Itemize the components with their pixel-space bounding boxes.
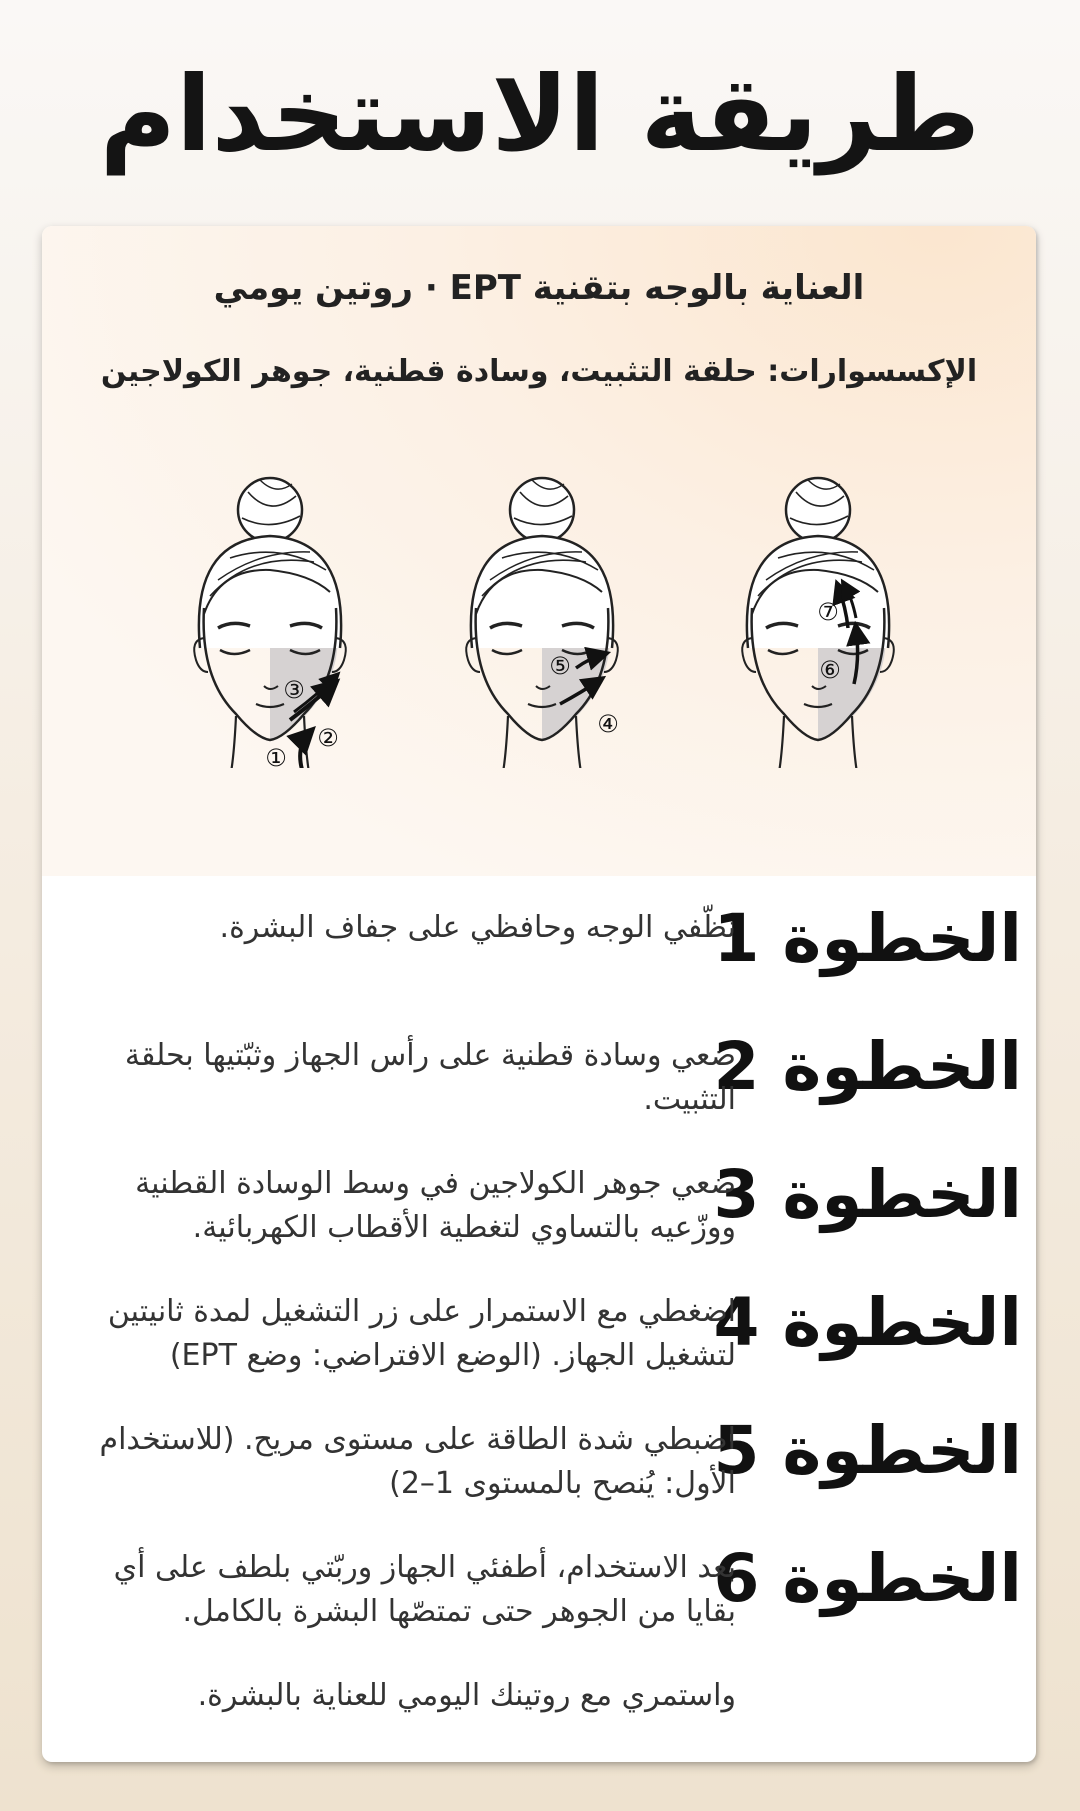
- step-4: [42, 1284, 1036, 1410]
- marker-7: ⑦: [817, 598, 839, 626]
- marker-4: ④: [597, 710, 619, 738]
- face-illustration-3: [742, 478, 894, 768]
- step-2-label: الخطوة 2: [713, 1028, 1022, 1105]
- step-4-text: اضغطي مع الاستمرار على زر التشغيل لمدة ثانيتين لتشغيل الجهاز. (الوضع الافتراضي: وضع EPT): [107, 1294, 736, 1373]
- step-1: [42, 900, 1036, 1026]
- step-3: [42, 1156, 1036, 1282]
- face-illustration-1: [194, 478, 346, 768]
- step-6: [42, 1540, 1036, 1666]
- step-3-text: ضعي جوهر الكولاجين في وسط الوسادة القطنية ووزّعيه بالتساوي لتغطية الأقطاب الكهربائية.: [135, 1166, 736, 1245]
- step-3-label: الخطوة 3: [713, 1156, 1022, 1233]
- step-1-label: الخطوة 1: [713, 900, 1022, 977]
- instructions-card: [42, 226, 1036, 1762]
- step-2-text: ضعي وسادة قطنية على رأس الجهاز وثبّتيها بحلقة التثبيت.: [124, 1038, 736, 1117]
- step-5: [42, 1412, 1036, 1538]
- step-1-text: نظّفي الوجه وحافظي على جفاف البشرة.: [219, 910, 736, 945]
- card-subtitle: العناية بالوجه بتقنية EPT · روتين يومي: [213, 268, 865, 308]
- face-illustration-2: [466, 478, 619, 768]
- marker-2: ②: [317, 724, 339, 752]
- closing-text: واستمري مع روتينك اليومي للعناية بالبشرة.: [197, 1678, 736, 1713]
- marker-5: ⑤: [549, 652, 571, 680]
- step-6-text: بعد الاستخدام، أطفئي الجهاز وربّتي بلطف على أي بقايا من الجوهر حتى تمتصّها البشرة بالكامل.: [113, 1550, 736, 1629]
- marker-1: ①: [265, 744, 287, 768]
- step-5-text: اضبطي شدة الطاقة على مستوى مريح. (للاستخدام الأول: يُنصح بالمستوى 1–2): [99, 1422, 736, 1501]
- face-illustrations: [42, 448, 1036, 768]
- illustration-panel: [42, 226, 1036, 876]
- step-4-label: الخطوة 4: [713, 1284, 1022, 1361]
- step-6-label: الخطوة 6: [713, 1540, 1022, 1617]
- step-5-label: الخطوة 5: [713, 1412, 1022, 1489]
- page-title: طريقة الاستخدام: [99, 53, 981, 175]
- step-2: [42, 1028, 1036, 1154]
- marker-6: ⑥: [819, 656, 841, 684]
- accessories-text: الإكسسوارات: حلقة التثبيت، وسادة قطنية، جوهر الكولاجين: [100, 354, 978, 389]
- marker-3: ③: [283, 676, 305, 704]
